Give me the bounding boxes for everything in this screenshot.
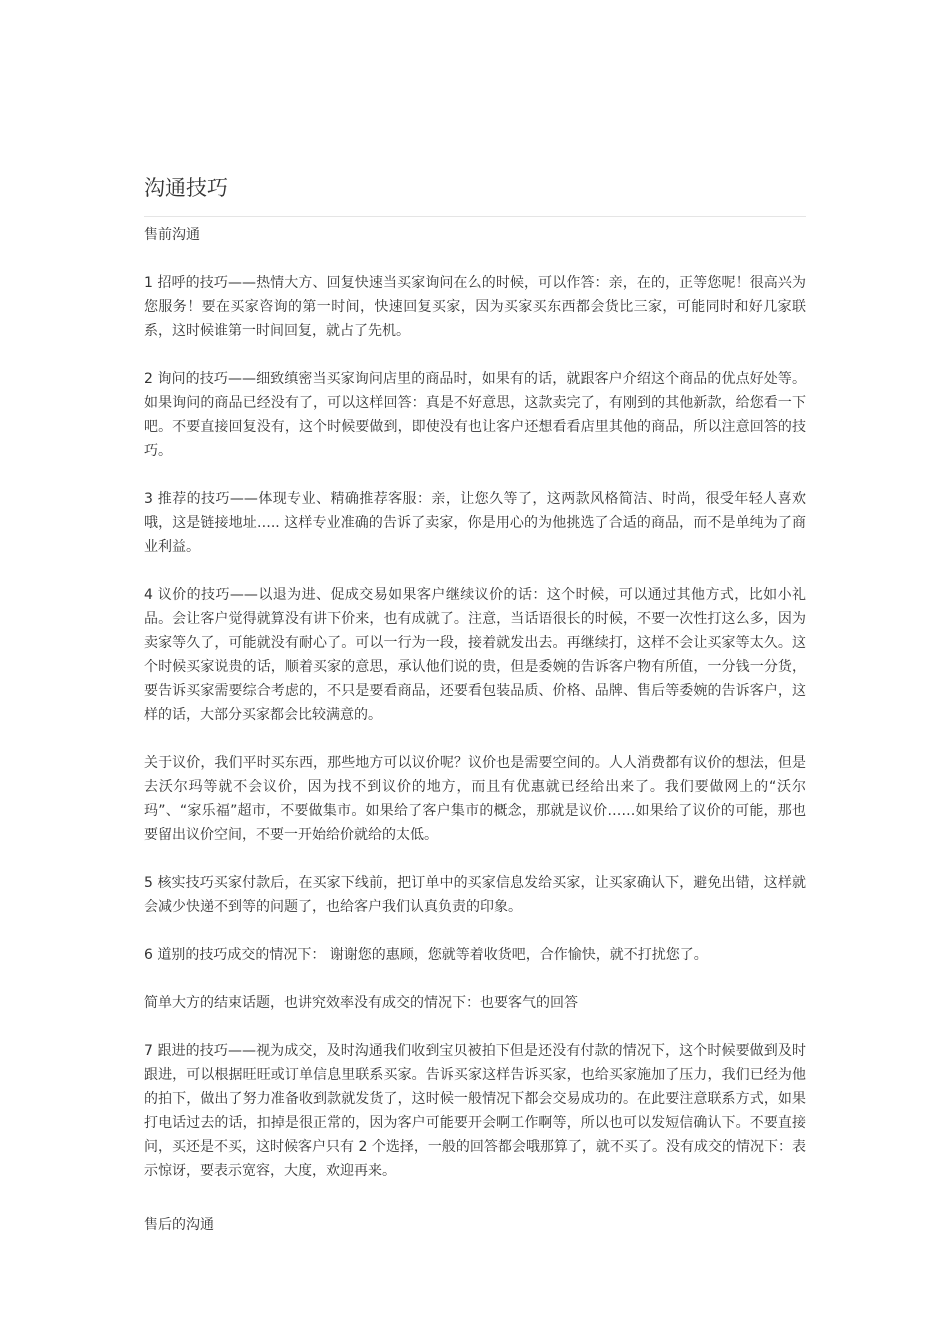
spacer	[144, 343, 806, 367]
spacer	[144, 1183, 806, 1207]
paragraph-recommend-tips: 3 推荐的技巧——体现专业、精确推荐客服：亲，让您久等了，这两款风格简洁、时尚，很受年轻人喜欢哦，这是链接地址….. 这样专业准确的告诉了卖家，你是用心的为他挑选了合适的商品，而不是单纯为了商业利益。	[144, 491, 806, 555]
paragraph-farewell-tips: 6 道别的技巧成交的情况下： 谢谢您的惠顾，您就等着收货吧，合作愉快，就不打扰您了。	[144, 947, 708, 963]
spacer	[144, 967, 806, 991]
spacer	[144, 1015, 806, 1039]
spacer	[144, 247, 806, 271]
paragraph-inquiry-tips: 2 询问的技巧——细致缜密当买家询问店里的商品时，如果有的话，就跟客户介绍这个商品的优点好处等。如果询问的商品已经没有了，可以这样回答：真是不好意思，这款卖完了，有刚到的其他新款，给您看一下吧。不要直接回复没有，这个时候要做到，即使没有也让客户还想看看店里其他的商品，所以注意回答的技巧。	[144, 371, 806, 459]
spacer	[144, 559, 806, 583]
paragraph-bargain-notes: 关于议价，我们平时买东西，那些地方可以议价呢？议价也是需要空间的。人人消费都有议价的想法，但是去沃尔玛等就不会议价，因为找不到议价的地方，而且有优惠就已经给出来了。我们要做网上的“沃尔玛”、“家乐福”超市，不要做集市。如果给了客户集市的概念，那就是议价……如果给了议价的可能，那也要留出议价空间，不要一开始给价就给的太低。	[144, 755, 806, 843]
spacer	[144, 463, 806, 487]
paragraph-greeting-tips: 1 招呼的技巧——热情大方、回复快速当买家询问在么的时候，可以作答：亲，在的，正等您呢！很高兴为您服务！要在买家咨询的第一时间，快速回复买家，因为买家买东西都会货比三家，可能同时和好几家联系，这时候谁第一时间回复，就占了先机。	[144, 275, 806, 339]
paragraph-bargain-tips: 4 议价的技巧——以退为进、促成交易如果客户继续议价的话：这个时候，可以通过其他方式，比如小礼品。会让客户觉得就算没有讲下价来，也有成就了。注意，当话语很长的时候，不要一次性打这么多，因为卖家等久了，可能就没有耐心了。可以一行为一段，接着就发出去。再继续打，这样不会让买家等太久。这个时候买家说贵的话，顺着买家的意思，承认他们说的贵，但是委婉的告诉客户物有所值，一分钱一分货，要告诉买家需要综合考虑的，不只是要看商品，还要看包装品质、价格、品牌、售后等委婉的告诉客户，这样的话，大部分买家都会比较满意的。	[144, 587, 806, 723]
page-title: 沟通技巧	[144, 172, 806, 217]
document-page	[144, 172, 806, 1237]
spacer	[144, 727, 806, 751]
spacer	[144, 847, 806, 871]
section-heading-presale: 售前沟通	[144, 227, 200, 243]
section-heading-aftersale: 售后的沟通	[144, 1217, 214, 1233]
paragraph-followup-tips: 7 跟进的技巧——视为成交，及时沟通我们收到宝贝被拍下但是还没有付款的情况下，这个时候要做到及时跟进，可以根据旺旺或订单信息里联系买家。告诉买家这样告诉买家，也给买家施加了压力，我们已经为他的拍下，做出了努力准备收到款就发货了，这时候一般情况下都会交易成功的。在此要注意联系方式，如果打电话过去的话，扣掉是很正常的，因为客户可能要开会啊工作啊等，所以也可以发短信确认下。不要直接问，买还是不买，这时候客户只有 2 个选择，一般的回答都会哦那算了，就不买了。没有成交的情况下：表示惊讶，要表示宽容，大度，欢迎再来。	[144, 1043, 806, 1179]
paragraph-closing-note: 简单大方的结束话题，也讲究效率没有成交的情况下：也要客气的回答	[144, 995, 578, 1011]
spacer	[144, 919, 806, 943]
paragraph-verify-tips: 5 核实技巧买家付款后，在买家下线前，把订单中的买家信息发给买家，让买家确认下，避免出错，这样就会减少快递不到等的问题了，也给客户我们认真负责的印象。	[144, 875, 806, 915]
